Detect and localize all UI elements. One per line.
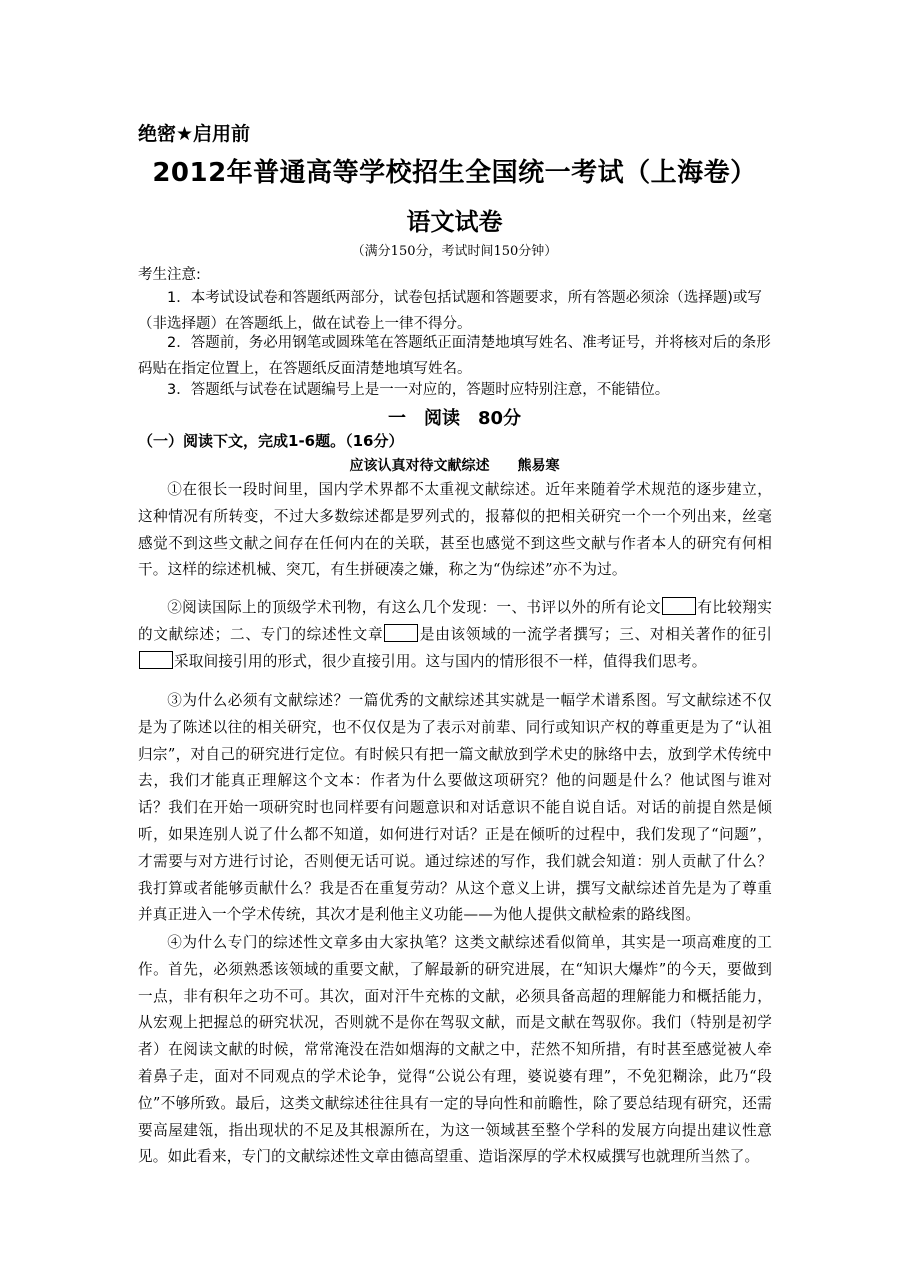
article-title: 应该认真对待文献综述 熊易寒 bbox=[349, 458, 560, 474]
paragraph-4: ④为什么专门的综述性文章多由大家执笔？这类文献综述看似简单，其实是一项高难度的工作。首先，必须熟悉该领域的重要文献，了解最新的研究进展，在“知识大爆炸”的今天，要做到一点，非有积年之功不可。其次，面对汗牛充栋的文献，必须具备高超的理解能力和概括能力，从宏观上把握总的研究状况，否则就不是你在驾驭文献，而是文献在驾驭你。我们（特别是初学者）在阅读文献的时候，常常淹没在浩如烟海的文献之中，茫然不知所措，有时甚至感觉被人牵着鼻子走，面对不同观点的学术论争，觉得“公说公有理，婆说婆有理”，不免犯糊涂，此乃“段位”不够所致。最后，这类文献综述往往具有一定的导向性和前瞻性，除了要总结现有研究，还需要高屋建瓴，指出现状的不足及其根源所在，为这一领域甚至整个学科的发展方向提出建议性意见。如此看来，专门的文献综述性文章由德高望重、造诣深厚的学术权威撰写也就理所当然了。 bbox=[138, 934, 772, 1166]
paragraph-2-part-c: 是由该领域的一流学者撰写；三、对相关著作的征引 bbox=[419, 625, 773, 643]
notice-item-1: 1．本考试设试卷和答题纸两部分，试卷包括试题和答题要求，所有答题必须涂（选择题)或写（非选择题）在答题纸上，做在试卷上一律不得分。 bbox=[138, 290, 762, 332]
answer-blank-1[interactable] bbox=[662, 597, 696, 615]
notice-heading: 考生注意: bbox=[138, 267, 201, 283]
paragraph-3: ③为什么必须有文献综述？一篇优秀的文献综述其实就是一幅学术谱系图。写文献综述不仅是为了陈述以往的相关研究，也不仅仅是为了表示对前辈、同行或知识产权的尊重更是为了“认祖归宗”，对自己的研究进行定位。有时候只有把一篇文献放到学术史的脉络中去，放到学术传统中去，我们才能真正理解这个文本：作者为什么要做这项研究？他的问题是什么？他试图与谁对话？我们在开始一项研究时也同样要有问题意识和对话意识不能自说自话。对话的前提自然是倾听，如果连别人说了什么都不知道，如何进行对话？正是在倾听的过程中，我们发现了“问题”，才需要与对方进行讨论，否则便无话可说。通过综述的写作，我们就会知道：别人贡献了什么？我打算或者能够贡献什么？我是否在重复劳动？从这个意义上讲，撰写文献综述首先是为了尊重并真正进入一个学术传统，其次才是利他主义功能——为他人提供文献检索的路线图。 bbox=[138, 692, 772, 924]
section-title: 一 阅读 80分 bbox=[387, 408, 522, 429]
confidential-label: 绝密★启用前 bbox=[138, 123, 251, 145]
part-heading: （一）阅读下文，完成1-6题。（16分） bbox=[138, 432, 404, 450]
answer-blank-2[interactable] bbox=[384, 624, 418, 642]
paragraph-2-part-d: 采取间接引用的形式，很少直接引用。这与国内的情形很不一样，值得我们思考。 bbox=[174, 652, 707, 670]
paragraph-2-part-a: ②阅读国际上的顶级学术刊物，有这么几个发现：一、书评以外的所有论文 bbox=[167, 599, 662, 616]
score-time-note: （满分150分，考试时间150分钟） bbox=[351, 244, 558, 259]
paragraph-2 bbox=[138, 595, 772, 675]
notice-item-2: 2．答题前，务必用钢笔或圆珠笔在答题纸正面清楚地填写姓名、准考证号，并将核对后的条形码贴在指定位置上，在答题纸反面清楚地填写姓名。 bbox=[138, 335, 771, 377]
exam-title: 2012年普通高等学校招生全国统一考试（上海卷） bbox=[152, 158, 757, 188]
notice-item-3: 3．答题纸与试卷在试题编号上是一一对应的，答题时应特别注意，不能错位。 bbox=[167, 382, 670, 398]
paper-subtitle: 语文试卷 bbox=[406, 208, 503, 236]
paragraph-2-part-b: 有比较翔实的文献综述；二、专门的综述性文章 bbox=[138, 599, 772, 643]
paragraph-1: ①在很长一段时间里，国内学术界都不太重视文献综述。近年来随着学术规范的逐步建立，这种情况有所转变，不过大多数综述都是罗列式的，报幕似的把相关研究一个一个列出来，丝毫感觉不到这些文献之间存在任何内在的关联，甚至也感觉不到这些文献与作者本人的研究有何相干。这样的综述机械、突兀，有生拼硬凑之嫌，称之为“伪综述”亦不为过。 bbox=[138, 481, 772, 579]
answer-blank-3[interactable] bbox=[139, 651, 173, 669]
